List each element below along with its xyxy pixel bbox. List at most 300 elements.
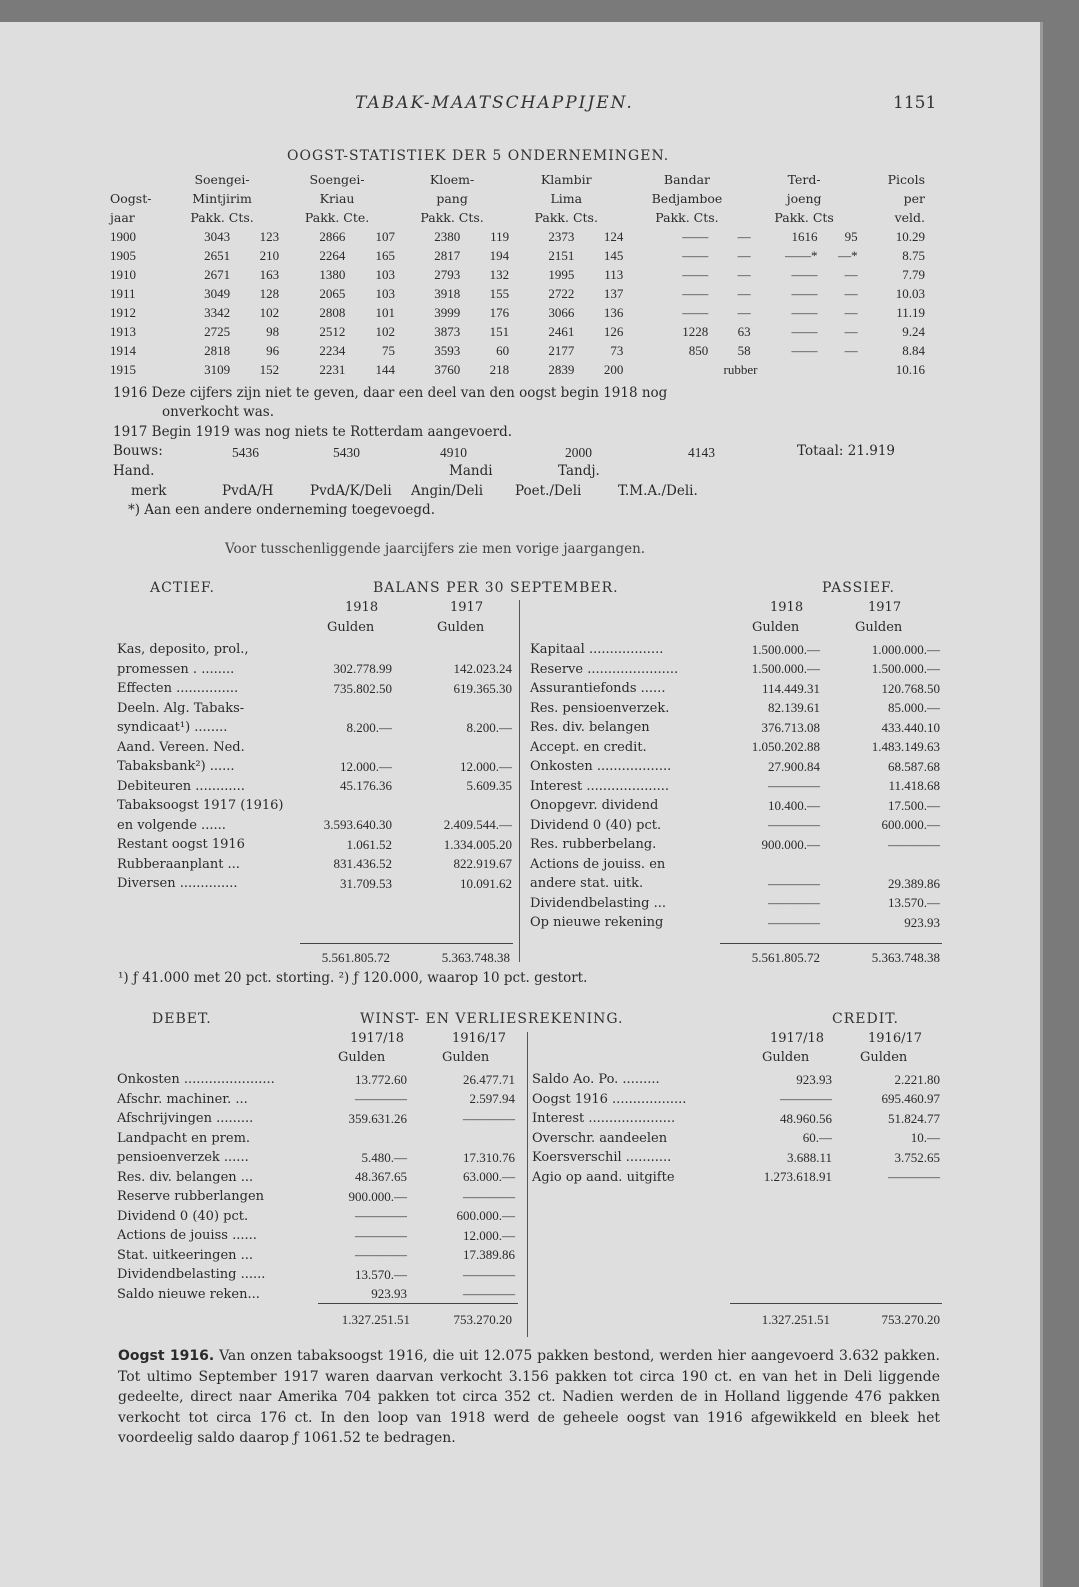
value-cell: 200 — [603, 361, 624, 377]
ledger-row — [117, 796, 512, 816]
value-cell: 58 — [737, 342, 751, 358]
ledger-row — [530, 894, 940, 914]
page-number: 1151 — [893, 93, 937, 113]
value-cell: 210 — [259, 247, 280, 263]
ledger-row — [117, 640, 512, 660]
balance-title: BALANS PER 30 SEPTEMBER. — [373, 580, 619, 596]
value-cell: 2808 — [319, 304, 346, 320]
note-1917: 1917 Begin 1919 was nog niets te Rotterdam aangevoerd. — [113, 424, 513, 440]
value-cell: ———— — [768, 875, 820, 891]
table-row — [110, 246, 925, 265]
value-cell: 1228 — [682, 323, 709, 339]
value-cell: 2373 — [548, 228, 575, 244]
value-cell: 103 — [375, 266, 396, 282]
year-cell: 1913 — [110, 323, 136, 339]
row-label: Onopgevr. dividend — [530, 798, 659, 814]
ledger-row — [117, 1226, 515, 1246]
value-cell: 2177 — [548, 342, 575, 358]
row-label: Assurantiefonds ...... — [530, 681, 666, 697]
ledger-row — [117, 1090, 515, 1110]
value-cell — [392, 640, 512, 660]
value-cell: 1.050.202.88 — [751, 739, 820, 755]
value-cell: 13.570.— — [888, 895, 940, 911]
row-label: syndicaat¹) ........ — [117, 720, 228, 736]
unit-head: Gulden — [442, 1050, 490, 1065]
unit-head: Gulden — [752, 620, 800, 635]
value-cell: 831.436.52 — [333, 856, 392, 872]
value-cell: 151 — [489, 323, 510, 339]
debit-table — [117, 1070, 515, 1304]
ledger-row — [117, 777, 512, 797]
value-cell: ———— — [768, 817, 820, 833]
value-cell: 142.023.24 — [453, 661, 512, 677]
stats-footnote: *) Aan een andere onderneming toegevoegd. — [128, 502, 435, 518]
value-cell: 17.310.76 — [463, 1149, 515, 1165]
value-cell: ———— — [463, 1286, 515, 1302]
bouws-value: 2000 — [565, 445, 592, 460]
row-label: Tabaksbank²) ...... — [117, 759, 235, 775]
merk-value: PvdA/H — [222, 483, 274, 499]
debit-total-1: 1.327.251.51 — [341, 1312, 410, 1327]
row-label: Koersverschil ........... — [532, 1150, 672, 1166]
value-cell: 5.480.— — [361, 1149, 407, 1165]
row-label: Interest .................... — [530, 778, 670, 794]
value-cell: 12.000.— — [460, 758, 512, 774]
value-cell: 2651 — [204, 247, 231, 263]
value-cell: 85.000.— — [888, 700, 940, 716]
value-cell: ———— — [768, 895, 820, 911]
value-cell: 10.03 — [895, 285, 925, 301]
year-head: 1917/18 — [770, 1031, 825, 1046]
value-cell — [392, 699, 512, 719]
value-cell: 9.24 — [902, 323, 925, 339]
value-cell: 3999 — [434, 304, 461, 320]
ledger-row — [117, 1187, 515, 1207]
merk-value: PvdA/K/Deli — [310, 483, 392, 499]
row-label: en volgende ...... — [117, 817, 226, 833]
pl-right-title: CREDIT. — [832, 1011, 899, 1027]
bouws-label: Bouws: — [113, 443, 163, 459]
value-cell: 3918 — [434, 285, 461, 301]
row-label: Res. rubberbelang. — [530, 837, 657, 853]
row-label: Effecten ............... — [117, 681, 239, 697]
value-cell: ———— — [355, 1208, 407, 1224]
row-label: Res. pensioenverzek. — [530, 700, 670, 716]
ledger-row — [117, 1148, 515, 1168]
total-rule — [318, 1303, 518, 1304]
value-cell — [407, 1129, 515, 1149]
ledger-row — [532, 1109, 940, 1129]
row-label: Diversen .............. — [117, 876, 238, 892]
value-cell: 60.— — [802, 1130, 832, 1146]
ledger-row — [117, 855, 512, 875]
value-cell: 126 — [603, 323, 624, 339]
row-label: Interest ..................... — [532, 1111, 676, 1127]
value-cell — [312, 1129, 407, 1149]
value-cell: 3342 — [204, 304, 231, 320]
value-cell: 735.802.50 — [333, 680, 392, 696]
value-cell — [297, 738, 392, 758]
value-cell: 2671 — [204, 266, 231, 282]
value-cell: — — [844, 323, 858, 339]
ledger-row — [530, 738, 940, 758]
ledger-row — [117, 718, 512, 738]
value-cell: 1.000.000.— — [871, 641, 940, 657]
value-cell: 132 — [489, 266, 510, 282]
value-cell: 2793 — [434, 266, 461, 282]
value-cell: 114.449.31 — [761, 680, 820, 696]
value-cell: 11.418.68 — [888, 778, 940, 794]
row-label: Saldo nieuwe reken... — [117, 1286, 260, 1302]
ledger-row — [530, 699, 940, 719]
value-cell: 10.16 — [895, 361, 925, 377]
hand-label: Hand. — [113, 463, 155, 479]
paragraph-heading: Oogst 1916. — [118, 1348, 215, 1364]
value-cell: 120.768.50 — [881, 680, 940, 696]
value-cell: 3043 — [204, 228, 231, 244]
total-rule — [300, 943, 513, 944]
credit-table — [532, 1070, 940, 1187]
table-row — [110, 227, 925, 246]
ledger-row — [532, 1148, 940, 1168]
value-cell: 75 — [382, 342, 396, 358]
value-cell: 96 — [266, 342, 280, 358]
row-label: Res. div. belangen — [530, 720, 650, 736]
ledger-row — [117, 757, 512, 777]
value-cell: 359.631.26 — [348, 1110, 407, 1126]
value-cell: 2722 — [548, 285, 575, 301]
value-cell: 194 — [489, 247, 510, 263]
col-head: pang — [436, 191, 468, 206]
harvest-1916-paragraph — [118, 1346, 940, 1449]
row-label: Stat. uitkeeringen ... — [117, 1247, 254, 1263]
paragraph-text: Van onzen tabaksoogst 1916, die uit 12.075 pakken bestond, werden hier aangevoerd 3.632 pakken. Tot ultimo September 1917 waren daarvan verkocht 3.156 pakken tot circa 190 ct. en van het in Deli liggende gedeelte, direct naar Amerika 704 pakken tot circa 352 ct. Nadien werden de in Holland liggende 476 pakken verkocht tot circa 176 ct. In den loop van 1918 werd de geheele oogst van 1916 afgewikkeld en bleek het voordeelig saldo daarop ƒ 1061.52 te bedragen. — [118, 1348, 941, 1446]
bouws-total: Totaal: 21.919 — [797, 443, 896, 459]
ledger-row — [530, 855, 940, 875]
value-cell: 29.389.86 — [888, 875, 940, 891]
value-cell: 82.139.61 — [768, 700, 820, 716]
row-label: Kas, deposito, prol., — [117, 642, 249, 658]
year-head: 1916/17 — [452, 1031, 507, 1046]
value-cell: 2866 — [319, 228, 346, 244]
value-cell: 45.176.36 — [340, 778, 392, 794]
row-label: Onkosten ...................... — [117, 1072, 275, 1088]
col-head: Kloem- — [429, 172, 475, 187]
value-cell: 2380 — [434, 228, 461, 244]
value-cell: 163 — [259, 266, 280, 282]
value-cell: 102 — [259, 304, 280, 320]
row-label: Op nieuwe rekening — [530, 915, 664, 931]
value-cell: 113 — [604, 266, 624, 282]
value-cell: 17.500.— — [888, 797, 940, 813]
table-row — [110, 341, 925, 360]
bouws-value: 5430 — [333, 445, 360, 460]
value-cell: 2461 — [548, 323, 575, 339]
value-cell: 619.365.30 — [453, 680, 512, 696]
liab-total-1917: 5.363.748.38 — [871, 950, 940, 965]
value-cell: 3593 — [434, 342, 461, 358]
value-cell: 1380 — [319, 266, 346, 282]
table-row — [110, 360, 925, 379]
value-cell: 2.221.80 — [894, 1071, 940, 1087]
table-row — [110, 265, 925, 284]
value-cell: 8.75 — [902, 247, 925, 263]
value-cell: ———— — [355, 1247, 407, 1263]
col-head: Soengei- — [194, 172, 250, 187]
value-cell: —— — [791, 323, 818, 339]
value-cell: 68.587.68 — [888, 758, 940, 774]
value-cell: 1.061.52 — [346, 836, 392, 852]
value-cell: 95 — [844, 228, 858, 244]
value-cell: 119 — [490, 228, 510, 244]
col-head: Bedjamboe — [651, 191, 723, 206]
value-cell: — — [844, 342, 858, 358]
value-cell: — — [844, 266, 858, 282]
harvest-stats-title: OOGST-STATISTIEK DER 5 ONDERNEMINGEN. — [287, 148, 670, 164]
ledger-row — [117, 1070, 515, 1090]
ledger-row — [117, 1207, 515, 1227]
value-cell: 128 — [259, 285, 280, 301]
running-header-title: TABAK-MAATSCHAPPIJEN. — [355, 93, 634, 113]
value-cell: 3873 — [434, 323, 461, 339]
row-label: andere stat. uitk. — [530, 876, 644, 892]
hand-tandj: Tandj. — [558, 463, 600, 479]
value-cell: ———— — [355, 1227, 407, 1243]
row-label: Oogst 1916 .................. — [532, 1091, 687, 1107]
value-cell: 1.273.618.91 — [763, 1169, 832, 1185]
row-label: Afschr. machiner. ... — [117, 1091, 248, 1107]
value-cell: 8.200.— — [466, 719, 512, 735]
balance-footnote: ¹) ƒ 41.000 met 20 pct. storting. ²) ƒ 120.000, waarop 10 pct. gestort. — [118, 970, 588, 986]
row-label: promessen . ........ — [117, 661, 235, 677]
row-label: pensioenverzek ...... — [117, 1150, 249, 1166]
row-label: Rubberaanplant ... — [117, 856, 240, 872]
value-cell: 1.500.000.— — [751, 661, 820, 677]
value-cell: 101 — [375, 304, 396, 320]
value-cell: 900.000.— — [348, 1188, 407, 1204]
row-label: Dividend 0 (40) pct. — [117, 1208, 249, 1224]
value-cell: 155 — [489, 285, 510, 301]
value-cell: 10.— — [910, 1130, 940, 1146]
value-cell: 102 — [375, 323, 396, 339]
value-cell: 2065 — [319, 285, 346, 301]
value-cell — [715, 855, 820, 875]
value-cell: 73 — [610, 342, 624, 358]
value-cell: 3049 — [204, 285, 231, 301]
value-cell: 3.688.11 — [786, 1149, 832, 1165]
value-cell — [297, 699, 392, 719]
ledger-row — [117, 874, 512, 894]
year-head: 1917 — [868, 600, 902, 615]
note-1916: 1916 Deze cijfers zijn niet te geven, daar een deel van den oogst begin 1918 nog — [113, 385, 668, 401]
year-head: jaar — [110, 210, 135, 225]
value-cell: —— — [682, 247, 709, 263]
value-cell: 7.79 — [902, 266, 925, 282]
value-cell: 8.84 — [902, 342, 925, 358]
col-head: Kriau — [319, 191, 355, 206]
value-cell: 218 — [489, 361, 510, 377]
pl-left-title: DEBET. — [152, 1011, 212, 1027]
value-cell: ———— — [888, 1169, 940, 1185]
col-head: Mintjirim — [192, 191, 252, 206]
value-cell: 695.460.97 — [881, 1091, 940, 1107]
value-cell: 850 — [688, 342, 709, 358]
value-cell: 2.409.544.— — [443, 817, 512, 833]
value-cell: 923.93 — [371, 1286, 407, 1302]
col-sub: veld. — [894, 210, 925, 225]
row-label: Agio op aand. uitgifte — [532, 1169, 675, 1185]
value-cell: — — [844, 285, 858, 301]
value-cell: —— — [682, 266, 709, 282]
bouws-value: 5436 — [232, 445, 259, 460]
assets-table — [117, 640, 512, 894]
assets-total-1917: 5.363.748.38 — [441, 950, 510, 965]
value-cell: 176 — [489, 304, 510, 320]
total-rule — [720, 943, 942, 944]
row-label: Landpacht en prem. — [117, 1130, 251, 1146]
unit-head: Gulden — [762, 1050, 810, 1065]
col-sub: Pakk. Cts. — [655, 210, 719, 225]
value-cell: 17.389.86 — [463, 1247, 515, 1263]
table-row — [110, 303, 925, 322]
ledger-row — [530, 679, 940, 699]
value-cell: —— — [791, 285, 818, 301]
value-cell: 165 — [375, 247, 396, 263]
total-rule — [730, 1303, 942, 1304]
value-cell: ——* — [785, 247, 818, 263]
ledger-row — [117, 835, 512, 855]
ledger-row — [532, 1070, 940, 1090]
value-cell: ———— — [768, 778, 820, 794]
value-cell: 2839 — [548, 361, 575, 377]
value-cell: 2151 — [548, 247, 575, 263]
value-cell: 376.713.08 — [761, 719, 820, 735]
ledger-row — [117, 1168, 515, 1188]
column-divider — [527, 1032, 528, 1337]
value-cell: ———— — [768, 914, 820, 930]
unit-head: Gulden — [327, 620, 375, 635]
row-label: Tabaksoogst 1917 (1916) — [117, 798, 284, 814]
col-head: Klambir — [540, 172, 592, 187]
value-cell: — — [737, 304, 751, 320]
value-cell: 1616 — [791, 228, 818, 244]
value-cell: 10.091.62 — [460, 875, 512, 891]
ledger-row — [530, 757, 940, 777]
value-cell: —— — [682, 228, 709, 244]
year-cell: 1900 — [110, 228, 136, 244]
value-cell: 124 — [603, 228, 624, 244]
year-head: 1918 — [770, 600, 804, 615]
debit-total-2: 753.270.20 — [453, 1312, 512, 1327]
row-label: Accept. en credit. — [530, 739, 647, 755]
ledger-row — [117, 816, 512, 836]
value-cell: 2817 — [434, 247, 461, 263]
value-cell — [297, 640, 392, 660]
ledger-row — [532, 1168, 940, 1188]
ledger-row — [530, 874, 940, 894]
col-sub: Pakk. Cts — [774, 210, 834, 225]
value-cell: 3.593.640.30 — [323, 817, 392, 833]
ledger-row — [530, 796, 940, 816]
value-cell: 103 — [375, 285, 396, 301]
ledger-row — [117, 1129, 515, 1149]
assets-total-1918: 5.561.805.72 — [321, 950, 390, 965]
row-label: Dividendbelasting ...... — [117, 1267, 266, 1283]
value-cell: 2264 — [319, 247, 346, 263]
value-cell: — — [737, 285, 751, 301]
ledger-row — [530, 777, 940, 797]
merk-value: Angin/Deli — [411, 483, 484, 499]
value-cell: 63 — [737, 323, 751, 339]
value-cell: — — [737, 266, 751, 282]
year-cell: 1910 — [110, 266, 136, 282]
value-cell: 2818 — [204, 342, 231, 358]
ledger-row — [117, 679, 512, 699]
merk-value: T.M.A./Deli. — [618, 483, 698, 499]
value-cell: 152 — [259, 361, 280, 377]
row-label: Actions de jouiss ...... — [117, 1228, 257, 1244]
value-cell: 136 — [603, 304, 624, 320]
value-cell: 26.477.71 — [463, 1071, 515, 1087]
value-cell: 123 — [259, 228, 280, 244]
value-cell: 11.19 — [896, 304, 925, 320]
ledger-row — [530, 718, 940, 738]
value-cell: — — [737, 247, 751, 263]
value-cell: 137 — [603, 285, 624, 301]
ledger-row — [117, 738, 512, 758]
balance-right-title: PASSIEF. — [822, 580, 895, 596]
table-row — [110, 322, 925, 341]
value-cell: 48.960.56 — [780, 1110, 832, 1126]
value-cell: 2231 — [319, 361, 346, 377]
row-label: Reserve rubberlangen — [117, 1189, 265, 1205]
value-cell: —— — [682, 285, 709, 301]
ledger-row — [530, 913, 940, 933]
credit-total-1: 1.327.251.51 — [761, 1312, 830, 1327]
value-cell — [392, 738, 512, 758]
value-cell: 600.000.— — [881, 817, 940, 833]
year-cell: 1915 — [110, 361, 136, 377]
ledger-row — [117, 1285, 515, 1305]
column-divider — [519, 600, 520, 962]
unit-head: Gulden — [855, 620, 903, 635]
col-head: Soengei- — [309, 172, 365, 187]
col-head: Terd- — [787, 172, 821, 187]
value-cell: —* — [838, 247, 858, 263]
harvest-stats-table — [110, 170, 925, 379]
value-cell: ———— — [463, 1266, 515, 1282]
liabilities-table — [530, 640, 940, 933]
year-cell: 1912 — [110, 304, 136, 320]
row-label: Deeln. Alg. Tabaks- — [117, 700, 245, 716]
ledger-row — [530, 660, 940, 680]
value-cell: 2234 — [319, 342, 346, 358]
col-head: per — [903, 191, 925, 206]
col-sub: Pakk. Cts. — [190, 210, 254, 225]
balance-left-title: ACTIEF. — [150, 580, 215, 596]
merk-value: Poet./Deli — [515, 483, 582, 499]
note-1916-cont: onverkocht was. — [162, 404, 274, 420]
value-cell: ———— — [888, 836, 940, 852]
value-cell: 60 — [496, 342, 510, 358]
value-cell: 1.500.000.— — [751, 641, 820, 657]
value-cell: 822.919.67 — [453, 856, 512, 872]
merk-label: merk — [131, 483, 167, 499]
value-cell: 3.752.65 — [894, 1149, 940, 1165]
value-cell: 1.500.000.— — [871, 661, 940, 677]
value-cell: 12.000.— — [463, 1227, 515, 1243]
value-cell: 10.29 — [895, 228, 925, 244]
